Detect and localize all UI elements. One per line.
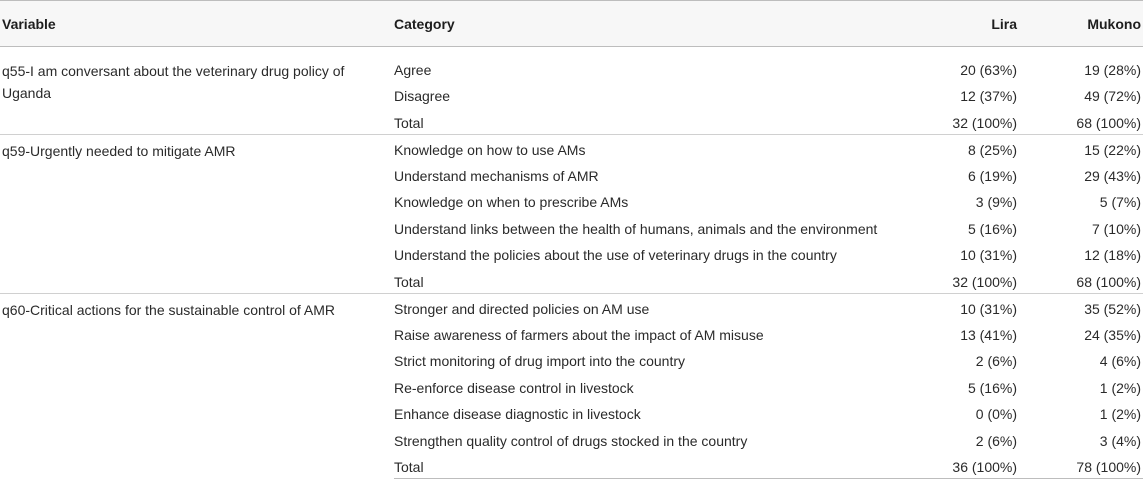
category-cell: Total <box>394 114 424 131</box>
table-header <box>0 1 1143 47</box>
category-cell: Understand mechanisms of AMR <box>394 167 599 184</box>
lira-cell: 32 (100%) <box>952 273 1017 290</box>
mukono-cell: 7 (10%) <box>1091 220 1141 237</box>
mukono-cell: 5 (7%) <box>1099 194 1141 210</box>
mukono-cell: 3 (4%) <box>1099 432 1141 449</box>
table-row <box>0 293 1143 320</box>
lira-cell: 20 (63%) <box>960 62 1017 78</box>
mukono-cell: 49 (72%) <box>1084 88 1141 104</box>
category-cell: Enhance disease diagnostic in livestock <box>394 406 641 422</box>
category-cell: Understand the policies about the use of veterinary drugs in the country <box>394 247 837 263</box>
mukono-cell: 68 (100%) <box>1076 114 1141 131</box>
mukono-cell: 29 (43%) <box>1084 167 1141 184</box>
variable-cell: q60-Critical actions for the sustainable control of AMR <box>0 293 394 479</box>
category-cell: Raise awareness of farmers about the impact of AM misuse <box>394 326 764 343</box>
variable-cell: q59-Urgently needed to mitigate AMR <box>0 134 394 293</box>
lira-cell: 5 (16%) <box>967 220 1017 237</box>
mukono-cell: 78 (100%) <box>1019 452 1143 479</box>
lira-cell: 10 (31%) <box>930 293 1019 320</box>
header-lira: Lira <box>991 15 1017 32</box>
header-row <box>0 1 1143 47</box>
lira-cell: 6 (19%) <box>967 167 1017 184</box>
category-cell: Knowledge on how to use AMs <box>394 134 930 161</box>
table-row <box>0 134 1143 161</box>
category-cell: Disagree <box>394 88 451 104</box>
category-cell: Knowledge on when to prescribe AMs <box>394 194 629 210</box>
lira-cell: 3 (9%) <box>975 194 1017 210</box>
mukono-cell: 24 (35%) <box>1084 326 1141 343</box>
category-cell: Strengthen quality control of drugs stocked in the country <box>394 432 748 449</box>
lira-cell: 8 (25%) <box>930 134 1019 161</box>
lira-cell: 2 (6%) <box>975 353 1017 369</box>
category-cell: Total <box>394 273 424 290</box>
mukono-cell: 19 (28%) <box>1084 62 1141 78</box>
table-row <box>0 47 1143 82</box>
lira-cell: 10 (31%) <box>960 247 1017 263</box>
mukono-cell: 35 (52%) <box>1019 293 1143 320</box>
category-cell: Total <box>394 452 930 479</box>
lira-cell: 5 (16%) <box>967 379 1017 396</box>
category-cell: Understand links between the health of humans, animals and the environment <box>394 220 878 237</box>
category-cell: Re-enforce disease control in livestock <box>394 379 634 396</box>
mukono-cell: 4 (6%) <box>1099 353 1141 369</box>
mukono-cell: 1 (2%) <box>1099 379 1141 396</box>
header-variable: Variable <box>2 15 56 32</box>
lira-cell: 0 (0%) <box>975 406 1017 422</box>
variable-cell: q55-I am conversant about the veterinary drug policy of Uganda <box>2 63 345 101</box>
mukono-cell: 1 (2%) <box>1099 406 1141 422</box>
mukono-cell: 15 (22%) <box>1019 134 1143 161</box>
header-category: Category <box>394 15 455 32</box>
lira-cell: 2 (6%) <box>975 432 1017 449</box>
category-cell: Stronger and directed policies on AM use <box>394 293 930 320</box>
mukono-cell: 12 (18%) <box>1084 247 1141 263</box>
lira-cell: 12 (37%) <box>960 88 1017 104</box>
category-cell: Agree <box>394 62 432 78</box>
category-cell: Strict monitoring of drug import into the country <box>394 353 686 369</box>
header-mukono: Mukono <box>1087 15 1141 32</box>
lira-cell: 13 (41%) <box>960 326 1017 343</box>
lira-cell: 32 (100%) <box>952 114 1017 131</box>
table-body <box>0 47 1143 479</box>
lira-cell: 36 (100%) <box>930 452 1019 479</box>
mukono-cell: 68 (100%) <box>1076 273 1141 290</box>
